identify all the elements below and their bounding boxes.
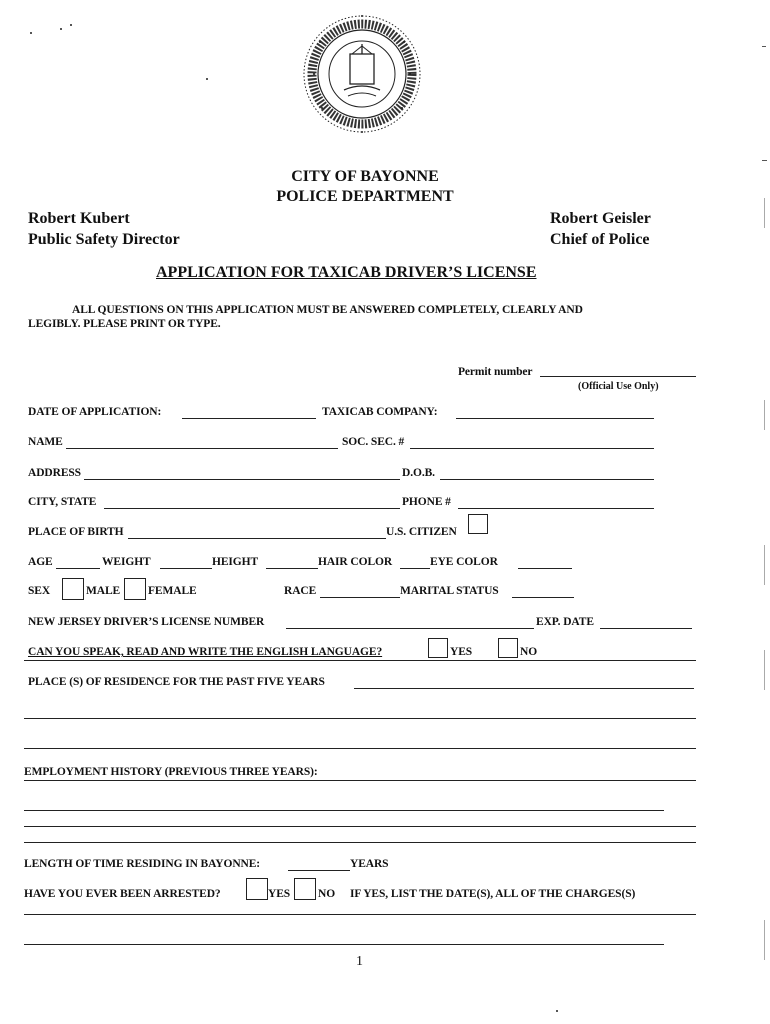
speck	[762, 160, 767, 161]
age-label: AGE	[28, 556, 53, 568]
residence-label: PLACE (S) OF RESIDENCE FOR THE PAST FIVE YEARS	[28, 676, 325, 688]
city-state-label: CITY, STATE	[28, 496, 97, 508]
soc-sec-field[interactable]	[410, 448, 654, 449]
employment-field-2[interactable]	[24, 810, 664, 811]
dob-label: D.O.B.	[402, 467, 435, 479]
place-of-birth-field[interactable]	[128, 538, 386, 539]
english-label: CAN YOU SPEAK, READ AND WRITE THE ENGLISH LANGUAGE?	[28, 646, 383, 658]
city-state-field[interactable]	[104, 508, 400, 509]
taxicab-company-field[interactable]	[456, 418, 654, 419]
employment-field-1[interactable]	[24, 780, 696, 781]
employment-field-3[interactable]	[24, 826, 696, 827]
speck	[206, 78, 208, 80]
employment-label: EMPLOYMENT HISTORY (PREVIOUS THREE YEARS):	[24, 766, 318, 778]
taxicab-company-label: TAXICAB COMPANY:	[322, 406, 438, 418]
phone-label: PHONE #	[402, 496, 451, 508]
speck	[764, 400, 765, 430]
marital-status-label: MARITAL STATUS	[400, 585, 499, 597]
female-checkbox[interactable]	[124, 578, 146, 600]
speck	[764, 920, 765, 960]
director-title: Public Safety Director	[28, 231, 180, 248]
arrested-yes-label: YES	[268, 888, 291, 900]
arrest-field-2[interactable]	[24, 944, 664, 945]
date-of-application-field[interactable]	[182, 418, 316, 419]
form-title: APPLICATION FOR TAXICAB DRIVER’S LICENSE	[156, 264, 537, 281]
speck	[70, 24, 72, 26]
director-name: Robert Kubert	[28, 210, 130, 227]
date-of-application-label: DATE OF APPLICATION:	[28, 406, 162, 418]
sex-label: SEX	[28, 585, 51, 597]
female-label: FEMALE	[148, 585, 197, 597]
arrest-field-1[interactable]	[24, 914, 696, 915]
race-field[interactable]	[320, 597, 400, 598]
speck	[762, 46, 766, 47]
height-field[interactable]	[266, 568, 318, 569]
arrested-no-label: NO	[318, 888, 336, 900]
permit-label: Permit number	[458, 366, 533, 378]
official-use-note: (Official Use Only)	[578, 381, 659, 392]
arrested-label: HAVE YOU EVER BEEN ARRESTED?	[24, 888, 221, 900]
english-no-label: NO	[520, 646, 538, 658]
permit-number-line[interactable]	[540, 376, 696, 377]
english-no-checkbox[interactable]	[498, 638, 518, 658]
race-label: RACE	[284, 585, 317, 597]
eye-color-field[interactable]	[518, 568, 572, 569]
marital-status-field[interactable]	[512, 597, 574, 598]
employment-field-4[interactable]	[24, 842, 696, 843]
nj-license-label: NEW JERSEY DRIVER’S LICENSE NUMBER	[28, 616, 265, 628]
weight-field[interactable]	[160, 568, 212, 569]
page-number: 1	[356, 954, 363, 969]
age-field[interactable]	[56, 568, 100, 569]
address-field[interactable]	[84, 479, 400, 480]
name-label: NAME	[28, 436, 63, 448]
arrested-no-checkbox[interactable]	[294, 878, 316, 900]
english-underline	[24, 660, 696, 661]
male-checkbox[interactable]	[62, 578, 84, 600]
soc-sec-label: SOC. SEC. #	[342, 436, 405, 448]
dob-field[interactable]	[440, 479, 654, 480]
residence-field-3[interactable]	[24, 748, 696, 749]
residence-field-2[interactable]	[24, 718, 696, 719]
speck	[764, 650, 765, 690]
speck	[30, 32, 32, 34]
speck	[764, 545, 765, 585]
residence-field-1[interactable]	[354, 688, 694, 689]
length-residing-label: LENGTH OF TIME RESIDING IN BAYONNE:	[24, 858, 261, 870]
hair-color-field[interactable]	[400, 568, 430, 569]
height-label: HEIGHT	[212, 556, 259, 568]
address-label: ADDRESS	[28, 467, 81, 479]
city-seal-icon	[300, 12, 424, 136]
department-heading: POLICE DEPARTMENT	[276, 188, 454, 205]
us-citizen-label: U.S. CITIZEN	[386, 526, 457, 538]
speck	[556, 1010, 558, 1012]
us-citizen-checkbox[interactable]	[468, 514, 488, 534]
city-heading: CITY OF BAYONNE	[291, 168, 439, 185]
chief-name: Robert Geisler	[550, 210, 651, 227]
male-label: MALE	[86, 585, 121, 597]
hair-color-label: HAIR COLOR	[318, 556, 393, 568]
exp-date-field[interactable]	[600, 628, 692, 629]
name-field[interactable]	[66, 448, 338, 449]
nj-license-field[interactable]	[286, 628, 534, 629]
eye-color-label: EYE COLOR	[430, 556, 498, 568]
exp-date-label: EXP. DATE	[536, 616, 594, 628]
english-yes-label: YES	[450, 646, 473, 658]
years-label: YEARS	[350, 858, 389, 870]
phone-field[interactable]	[458, 508, 654, 509]
place-of-birth-label: PLACE OF BIRTH	[28, 526, 124, 538]
instructions-line-1: ALL QUESTIONS ON THIS APPLICATION MUST BE ANSWERED COMPLETELY, CLEARLY AND	[72, 304, 583, 316]
chief-title: Chief of Police	[550, 231, 650, 248]
english-yes-checkbox[interactable]	[428, 638, 448, 658]
arrested-yes-checkbox[interactable]	[246, 878, 268, 900]
instructions-line-2: LEGIBLY. PLEASE PRINT OR TYPE.	[28, 318, 221, 330]
length-residing-field[interactable]	[288, 870, 350, 871]
speck	[764, 198, 765, 228]
arrest-list-label: IF YES, LIST THE DATE(S), ALL OF THE CHARGES(S)	[350, 888, 636, 900]
weight-label: WEIGHT	[102, 556, 151, 568]
speck	[60, 28, 62, 30]
